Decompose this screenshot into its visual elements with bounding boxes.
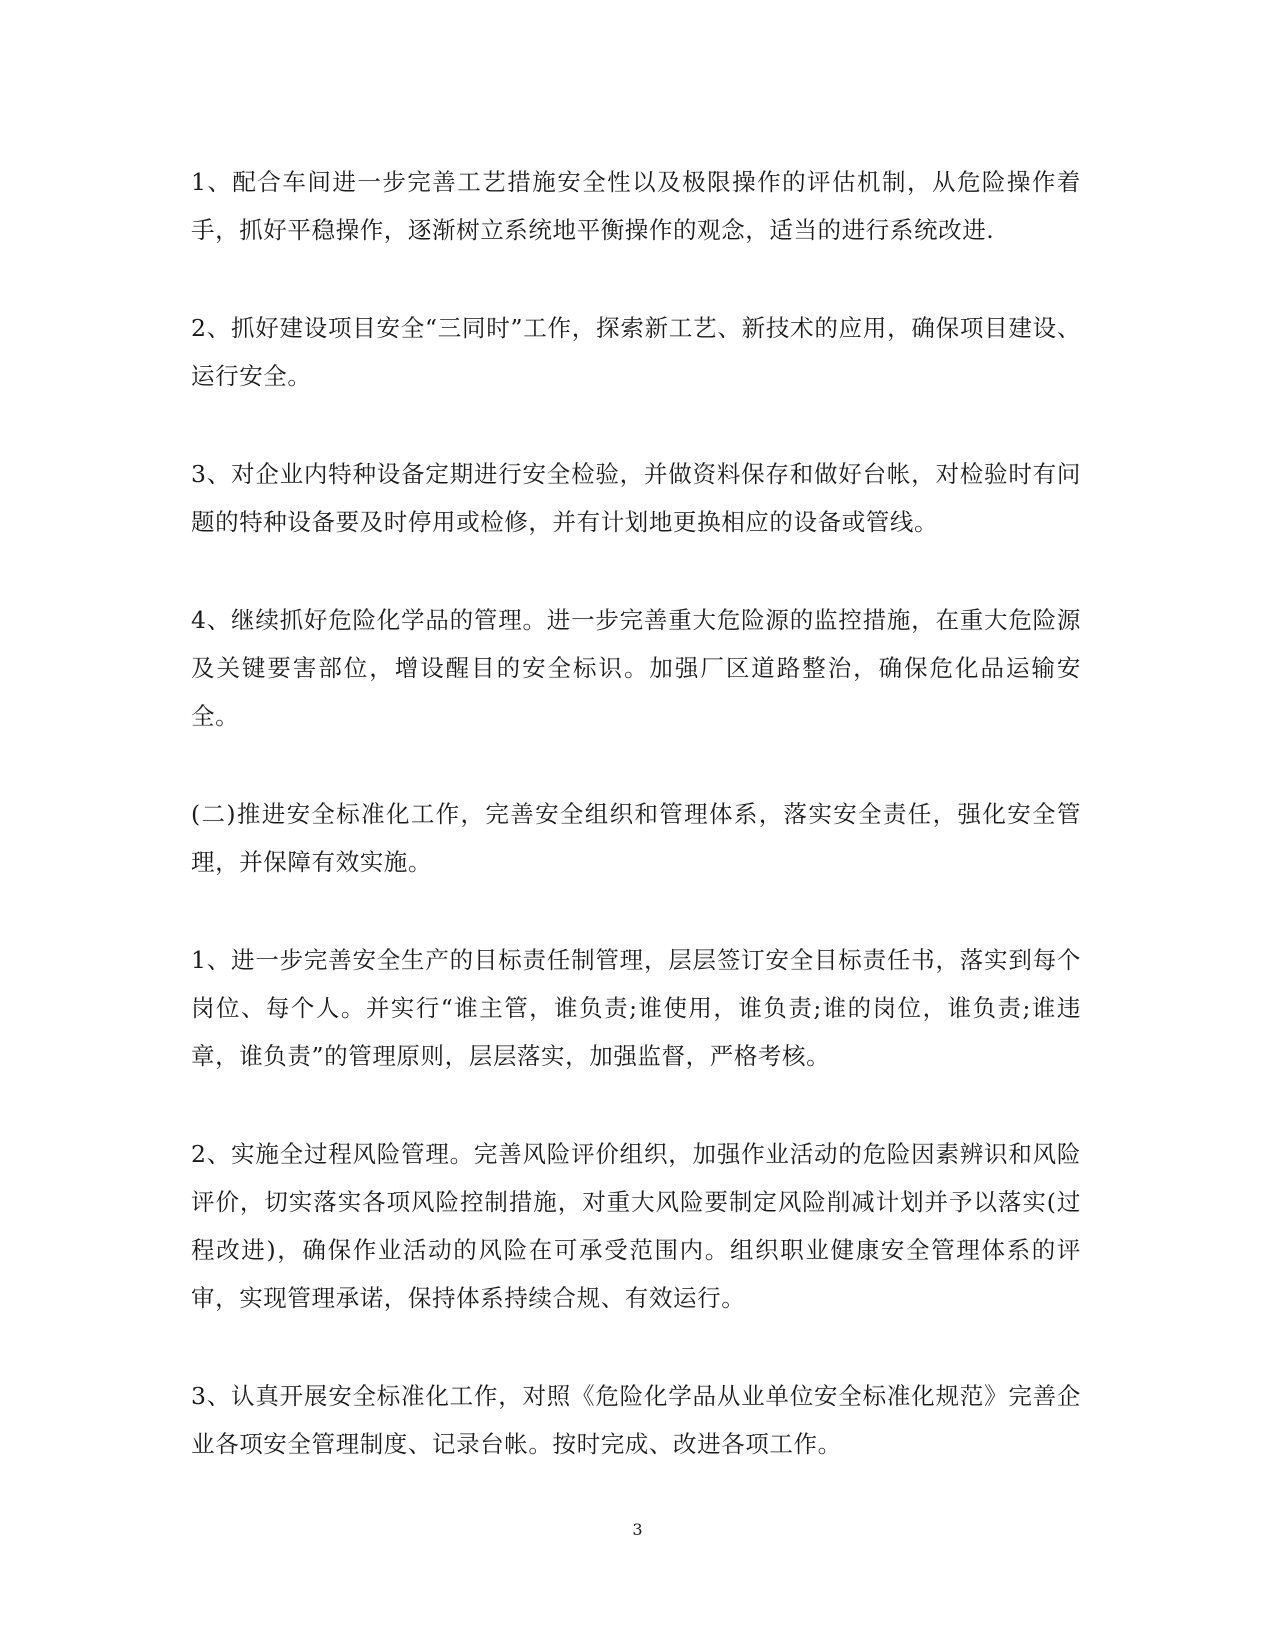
- paragraph-item-1b: 1、进一步完善安全生产的目标责任制管理，层层签订安全目标责任书，落实到每个岗位、每个人。并实行“谁主管，谁负责;谁使用，谁负责;谁的岗位，谁负责;谁违章，谁负责”的管理原则，层层落实，加强监督，严格考核。: [191, 946, 1081, 1070]
- paragraph-item-2: 2、抓好建设项目安全“三同时”工作，探索新工艺、新技术的应用，确保项目建设、运行安全。: [191, 314, 1081, 390]
- paragraph-item-3b: 3、认真开展安全标准化工作，对照《危险化学品从业单位安全标准化规范》完善企业各项安全管理制度、记录台帐。按时完成、改进各项工作。: [191, 1382, 1081, 1458]
- paragraph-item-4: 4、继续抓好危险化学品的管理。进一步完善重大危险源的监控措施，在重大危险源及关键要害部位，增设醒目的安全标识。加强厂区道路整治，确保危化品运输安全。: [191, 606, 1081, 730]
- paragraph-item-3: 3、对企业内特种设备定期进行安全检验，并做资料保存和做好台帐，对检验时有问题的特种设备要及时停用或检修，并有计划地更换相应的设备或管线。: [191, 460, 1081, 536]
- document-body: [191, 158, 1081, 1468]
- paragraph-item-1: 1、配合车间进一步完善工艺措施安全性以及极限操作的评估机制，从危险操作着手，抓好平稳操作，逐渐树立系统地平衡操作的观念，适当的进行系统改进.: [191, 168, 1081, 244]
- page-number: 3: [632, 1520, 643, 1539]
- paragraph-item-2b: 2、实施全过程风险管理。完善风险评价组织，加强作业活动的危险因素辨识和风险评价，切实落实各项风险控制措施，对重大风险要制定风险削减计划并予以落实(过程改进)，确保作业活动的风险在可承受范围内。组织职业健康安全管理体系的评审，实现管理承诺，保持体系持续合规、有效运行。: [191, 1140, 1081, 1312]
- section-heading-2: (二)推进安全标准化工作，完善安全组织和管理体系，落实安全责任，强化安全管理，并保障有效实施。: [191, 800, 1081, 876]
